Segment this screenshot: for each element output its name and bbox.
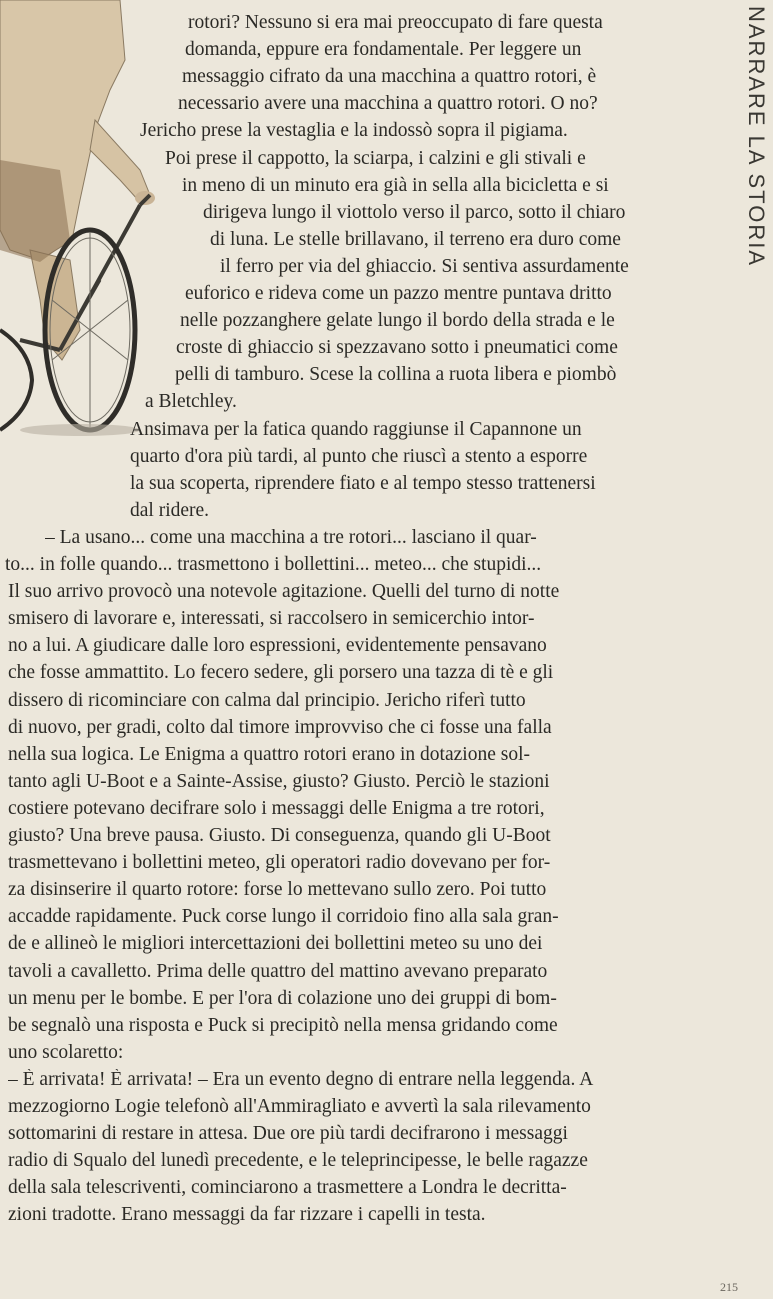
- text-line: no a lui. A giudicare dalle loro espressioni, evidentemente pensavano: [8, 635, 547, 657]
- text-line: il ferro per via del ghiaccio. Si sentiva assurdamente: [220, 255, 629, 277]
- text-line: zioni tradotte. Erano messaggi da far rizzare i capelli in testa.: [8, 1204, 486, 1226]
- text-line: giusto? Una breve pausa. Giusto. Di conseguenza, quando gli U-Boot: [8, 825, 551, 846]
- text-line: Il suo arrivo provocò una notevole agitazione. Quelli del turno di notte: [8, 581, 560, 603]
- text-line: uno scolaretto:: [8, 1041, 124, 1063]
- text-line: trasmettevano i bollettini meteo, gli operatori radio dovevano per for-: [8, 852, 551, 874]
- text-line: za disinserire il quarto rotore: forse lo mettevano sullo zero. Poi tutto: [8, 879, 547, 901]
- text-line: pelli di tamburo. Scese la collina a ruota libera e piombò: [175, 364, 617, 386]
- text-line: croste di ghiaccio si spezzavano sotto i pneumatici come: [176, 337, 618, 359]
- text-line: Poi prese il cappotto, la sciarpa, i calzini e gli stivali e: [165, 147, 586, 169]
- text-line: be segnalò una risposta e Puck si precipitò nella mensa gridando come: [8, 1014, 558, 1036]
- text-line: in meno di un minuto era già in sella alla bicicletta e si: [182, 174, 609, 196]
- text-line: nella sua logica. Le Enigma a quattro rotori erano in dotazione sol-: [8, 743, 530, 765]
- text-line: – La usano... come una macchina a tre rotori... lasciano il quar-: [45, 526, 537, 548]
- text-line: nelle pozzanghere gelate lungo il bordo della strada e le: [180, 310, 615, 332]
- text-line: che fosse ammattito. Lo fecero sedere, gli porsero una tazza di tè e gli: [8, 662, 554, 684]
- text-line: della sala telescriventi, cominciarono a trasmettere a Londra le decritta-: [8, 1177, 567, 1199]
- text-line: de e allineò le migliori intercettazioni dei bollettini meteo su uno dei: [8, 933, 543, 955]
- text-line: dissero di ricominciare con calma dal principio. Jericho riferì tutto: [8, 689, 526, 711]
- section-side-label: NARRARE LA STORIA: [744, 6, 769, 267]
- text-line: costiere potevano decifrare solo i messaggi delle Enigma a tre rotori,: [8, 797, 545, 819]
- text-line: di luna. Le stelle brillavano, il terreno era duro come: [210, 228, 621, 250]
- text-line: rotori? Nessuno si era mai preoccupato di fare questa: [188, 12, 603, 33]
- text-line: necessario avere una macchina a quattro rotori. O no?: [178, 93, 598, 115]
- text-line: a Bletchley.: [145, 391, 237, 413]
- page-number: 215: [720, 1280, 738, 1294]
- text-line: to... in folle quando... trasmettono i bollettini... meteo... che stupidi...: [5, 554, 542, 575]
- text-line: smisero di lavorare e, interessati, si raccolsero in semicerchio intor-: [8, 608, 535, 630]
- text-line: dal ridere.: [130, 499, 210, 521]
- text-line: mezzogiorno Logie telefonò all'Ammiragliato e avvertì la sala rilevamento: [8, 1096, 591, 1117]
- text-line: Ansimava per la fatica quando raggiunse il Capannone un: [130, 418, 582, 440]
- text-line: dirigeva lungo il viottolo verso il parco, sotto il chiaro: [203, 201, 626, 223]
- text-line: quarto d'ora più tardi, al punto che riuscì a stento a esporre: [130, 445, 588, 467]
- text-line: sottomarini di restare in attesa. Due ore più tardi decifrarono i messaggi: [8, 1123, 568, 1145]
- text-line: messaggio cifrato da una macchina a quattro rotori, è: [182, 66, 597, 88]
- text-line: Jericho prese la vestaglia e la indossò sopra il pigiama.: [140, 120, 568, 142]
- text-line: – È arrivata! È arrivata! – Era un evento degno di entrare nella leggenda. A: [8, 1068, 594, 1090]
- text-line: tavoli a cavalletto. Prima delle quattro del mattino avevano preparato: [8, 960, 548, 982]
- cyclist-illustration: [0, 0, 175, 520]
- text-line: tanto agli U-Boot e a Sainte-Assise, giusto? Giusto. Perciò le stazioni: [8, 770, 550, 792]
- text-line: di nuovo, per gradi, colto dal timore improvviso che ci fosse una falla: [8, 716, 552, 738]
- text-line: euforico e rideva come un pazzo mentre puntava dritto: [185, 283, 612, 304]
- text-line: la sua scoperta, riprendere fiato e al tempo stesso trattenersi: [130, 472, 596, 494]
- text-line: accadde rapidamente. Puck corse lungo il corridoio fino alla sala gran-: [8, 906, 559, 928]
- text-line: radio di Squalo del lunedì precedente, e le teleprincipesse, le belle ragazze: [8, 1150, 588, 1172]
- text-line: domanda, eppure era fondamentale. Per leggere un: [185, 39, 582, 61]
- text-line: un menu per le bombe. E per l'ora di colazione uno dei gruppi di bom-: [8, 987, 557, 1009]
